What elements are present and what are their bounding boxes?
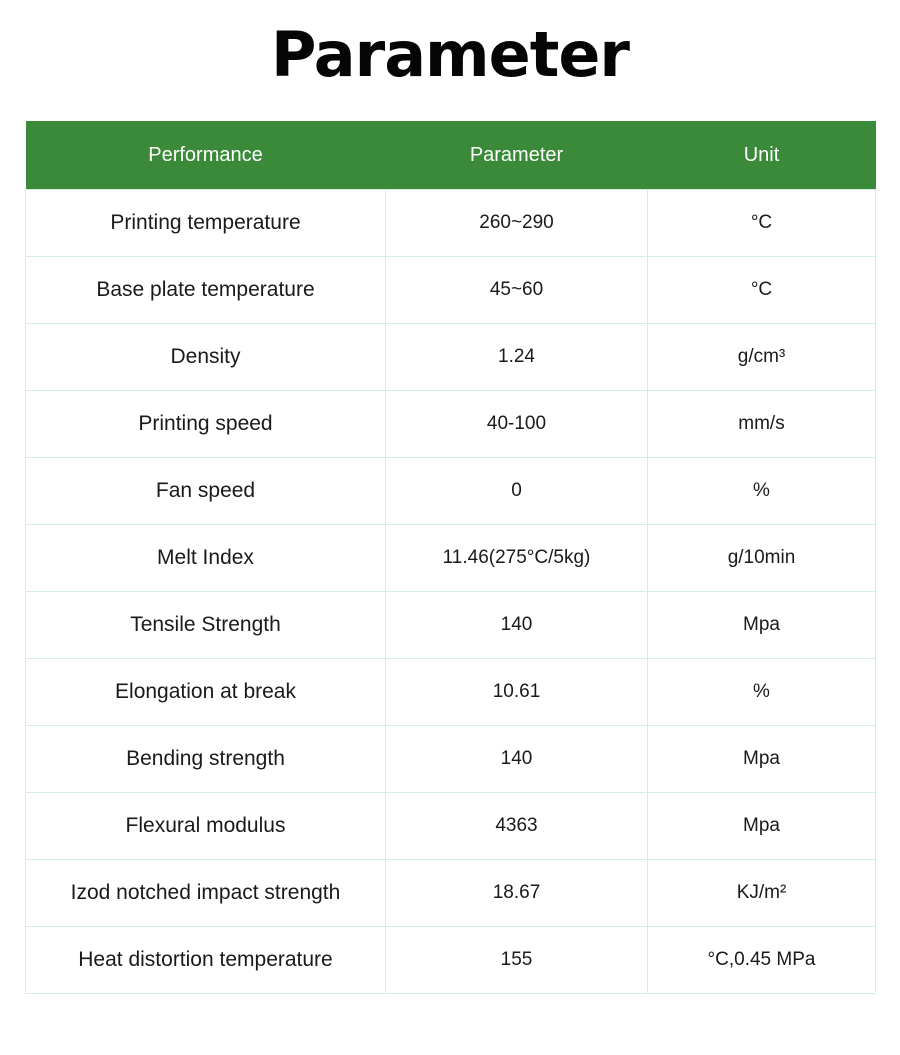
parameter-cell: 10.61 <box>386 659 648 726</box>
unit-cell: KJ/m² <box>648 860 876 927</box>
unit-cell: % <box>648 458 876 525</box>
parameter-cell: 4363 <box>386 793 648 860</box>
performance-cell: Flexural modulus <box>26 793 386 860</box>
table-row <box>26 458 876 525</box>
performance-cell: Izod notched impact strength <box>26 860 386 927</box>
page-title: Parameter <box>271 18 629 91</box>
unit-cell: Mpa <box>648 726 876 793</box>
performance-cell: Density <box>26 324 386 391</box>
parameter-cell: 140 <box>386 592 648 659</box>
table-row <box>26 659 876 726</box>
performance-cell: Printing speed <box>26 391 386 458</box>
table-body <box>26 190 876 994</box>
parameter-cell: 11.46(275°C/5kg) <box>386 525 648 592</box>
performance-cell: Printing temperature <box>26 190 386 257</box>
unit-cell: °C,0.45 MPa <box>648 927 876 994</box>
table-row <box>26 257 876 324</box>
parameter-cell: 140 <box>386 726 648 793</box>
table-header <box>26 121 876 190</box>
unit-cell: °C <box>648 190 876 257</box>
table-row <box>26 324 876 391</box>
table-row <box>26 793 876 860</box>
header-unit: Unit <box>648 121 876 190</box>
performance-cell: Tensile Strength <box>26 592 386 659</box>
unit-cell: g/10min <box>648 525 876 592</box>
table-row <box>26 726 876 793</box>
unit-cell: mm/s <box>648 391 876 458</box>
unit-cell: Mpa <box>648 592 876 659</box>
parameter-cell: 0 <box>386 458 648 525</box>
unit-cell: Mpa <box>648 793 876 860</box>
performance-cell: Elongation at break <box>26 659 386 726</box>
parameter-cell: 40-100 <box>386 391 648 458</box>
parameter-table <box>25 121 876 994</box>
performance-cell: Bending strength <box>26 726 386 793</box>
parameter-cell: 260~290 <box>386 190 648 257</box>
performance-cell: Melt Index <box>26 525 386 592</box>
parameter-cell: 155 <box>386 927 648 994</box>
unit-cell: % <box>648 659 876 726</box>
table-header-row <box>26 121 876 190</box>
performance-cell: Fan speed <box>26 458 386 525</box>
performance-cell: Heat distortion temperature <box>26 927 386 994</box>
table-row <box>26 927 876 994</box>
table-row <box>26 391 876 458</box>
parameter-cell: 45~60 <box>386 257 648 324</box>
performance-cell: Base plate temperature <box>26 257 386 324</box>
parameter-cell: 1.24 <box>386 324 648 391</box>
table-row <box>26 525 876 592</box>
header-performance: Performance <box>26 121 386 190</box>
parameter-cell: 18.67 <box>386 860 648 927</box>
table-row <box>26 860 876 927</box>
table-row <box>26 592 876 659</box>
unit-cell: °C <box>648 257 876 324</box>
table-row <box>26 190 876 257</box>
header-parameter: Parameter <box>386 121 648 190</box>
unit-cell: g/cm³ <box>648 324 876 391</box>
